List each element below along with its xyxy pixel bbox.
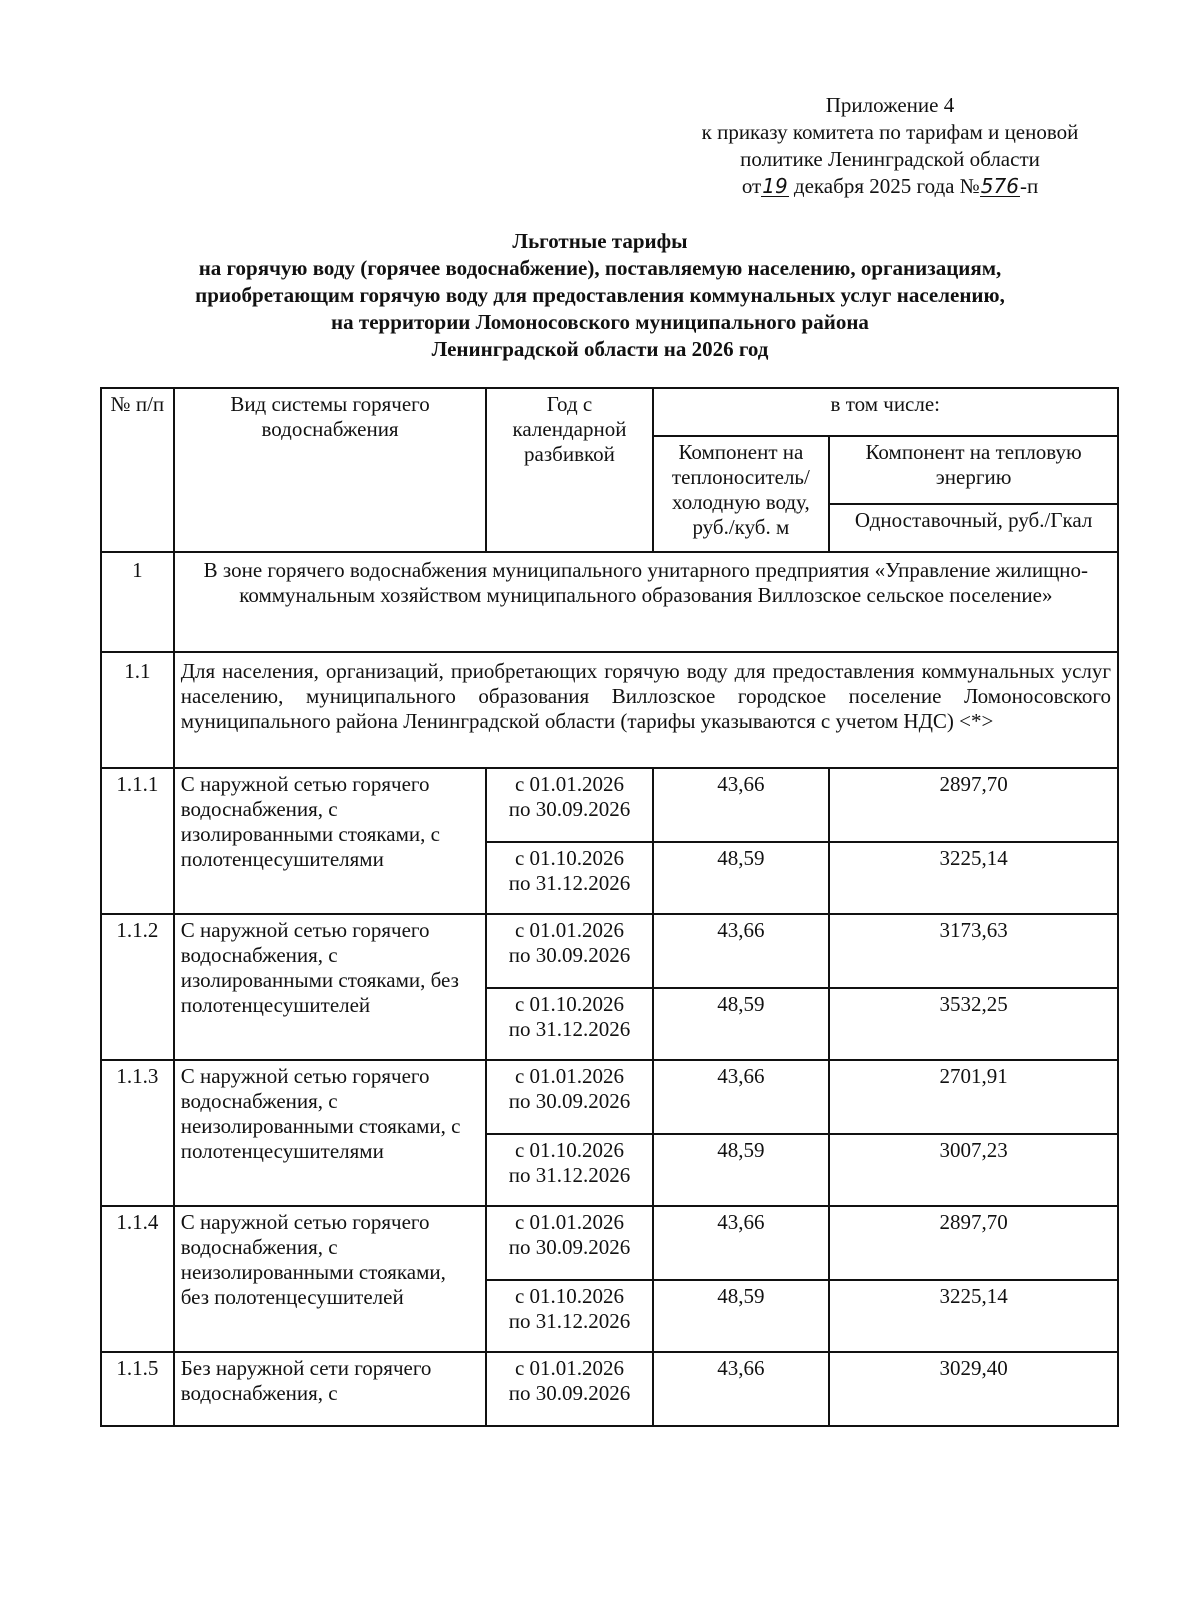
row-num: 1.1.5: [101, 1352, 174, 1426]
table-row: [101, 1060, 1118, 1134]
row-coolant-value: 43,66: [653, 914, 830, 988]
row-coolant-value: 48,59: [653, 1280, 830, 1352]
header-including: в том числе:: [653, 388, 1118, 436]
row-period: с 01.01.2026 по 30.09.2026: [486, 768, 652, 842]
header-coolant-component: Компонент на теплоноситель/ холодную воду, руб./куб. м: [653, 436, 830, 552]
document-title: [100, 228, 1100, 363]
row-coolant-value: 48,59: [653, 842, 830, 914]
header-system-type: Вид системы горячего водоснабжения: [174, 388, 487, 552]
header-single-rate: Одноставочный, руб./Гкал: [829, 504, 1118, 552]
row-coolant-value: 48,59: [653, 988, 830, 1060]
date-middle: декабря 2025 года №: [788, 174, 980, 198]
row-heat-value: 3173,63: [829, 914, 1118, 988]
row-coolant-value: 43,66: [653, 1206, 830, 1280]
appendix-order-ref: к приказу комитета по тарифам и ценовой: [701, 120, 1079, 144]
row-coolant-value: 48,59: [653, 1134, 830, 1206]
title-line-5: Ленинградской области на 2026 год: [431, 337, 769, 361]
subsection-text: Для населения, организаций, приобретающих горячую воду для предоставления коммунальных услуг населению, муниципального образования Виллозское городское поселение Ломоносовского муниципального района Ленинградской области (тарифы указываются с учетом НДС) <*>: [174, 652, 1118, 768]
header-num: № п/п: [101, 388, 174, 552]
header-row: [101, 388, 1118, 436]
row-system-description: С наружной сетью горячего водоснабжения, с изолированными стояками, с полотенцесушителями: [174, 768, 487, 914]
row-heat-value: 3029,40: [829, 1352, 1118, 1426]
row-period: с 01.01.2026 по 30.09.2026: [486, 1060, 652, 1134]
title-line-3: приобретающим горячую воду для предоставления коммунальных услуг населению,: [195, 283, 1005, 307]
row-system-description: С наружной сетью горячего водоснабжения, с неизолированными стояками, с полотенцесушителями: [174, 1060, 487, 1206]
row-period: с 01.10.2026 по 31.12.2026: [486, 1280, 652, 1352]
row-heat-value: 2897,70: [829, 768, 1118, 842]
row-system-description: Без наружной сети горячего водоснабжения, с: [174, 1352, 487, 1426]
row-period: с 01.10.2026 по 31.12.2026: [486, 1134, 652, 1206]
row-heat-value: 3225,14: [829, 1280, 1118, 1352]
row-heat-value: 3532,25: [829, 988, 1118, 1060]
appendix-date-line: [660, 173, 1120, 200]
header-year: Год с календарной разбивкой: [486, 388, 652, 552]
section-row: [101, 552, 1118, 652]
appendix-header: [660, 92, 1120, 200]
table-row: [101, 914, 1118, 988]
row-num: 1.1.3: [101, 1060, 174, 1206]
subsection-num: 1.1: [101, 652, 174, 768]
subsection-row: [101, 652, 1118, 768]
appendix-committee: политике Ленинградской области: [740, 147, 1040, 171]
section-text: В зоне горячего водоснабжения муниципального унитарного предприятия «Управление жилищно-коммунальным хозяйством муниципального образования Виллозское сельское поселение»: [174, 552, 1118, 652]
row-system-description: С наружной сетью горячего водоснабжения, с неизолированными стояками, без полотенцесушителей: [174, 1206, 487, 1352]
title-line-1: Льготные тарифы: [512, 229, 688, 253]
row-heat-value: 2701,91: [829, 1060, 1118, 1134]
tariff-table: [100, 387, 1119, 1427]
header-heat-component: Компонент на тепловую энергию: [829, 436, 1118, 504]
row-period: с 01.01.2026 по 30.09.2026: [486, 1206, 652, 1280]
row-coolant-value: 43,66: [653, 768, 830, 842]
appendix-title: Приложение 4: [825, 93, 955, 117]
row-coolant-value: 43,66: [653, 1060, 830, 1134]
row-num: 1.1.2: [101, 914, 174, 1060]
row-num: 1.1.4: [101, 1206, 174, 1352]
row-heat-value: 3225,14: [829, 842, 1118, 914]
table-row: [101, 1206, 1118, 1280]
section-num: 1: [101, 552, 174, 652]
row-coolant-value: 43,66: [653, 1352, 830, 1426]
handwritten-day: 19: [762, 174, 788, 198]
row-period: с 01.01.2026 по 30.09.2026: [486, 1352, 652, 1426]
table-row: [101, 1352, 1118, 1426]
order-suffix: -п: [1019, 174, 1039, 198]
row-num: 1.1.1: [101, 768, 174, 914]
handwritten-order-number: 576: [980, 174, 1019, 198]
row-heat-value: 3007,23: [829, 1134, 1118, 1206]
row-system-description: С наружной сетью горячего водоснабжения, с изолированными стояками, без полотенцесушителей: [174, 914, 487, 1060]
row-period: с 01.10.2026 по 31.12.2026: [486, 988, 652, 1060]
date-prefix: от: [741, 174, 762, 198]
title-line-4: на территории Ломоносовского муниципального района: [331, 310, 869, 334]
row-heat-value: 2897,70: [829, 1206, 1118, 1280]
row-period: с 01.10.2026 по 31.12.2026: [486, 842, 652, 914]
row-period: с 01.01.2026 по 30.09.2026: [486, 914, 652, 988]
table-row: [101, 768, 1118, 842]
title-line-2: на горячую воду (горячее водоснабжение), поставляемую населению, организациям,: [198, 256, 1002, 280]
